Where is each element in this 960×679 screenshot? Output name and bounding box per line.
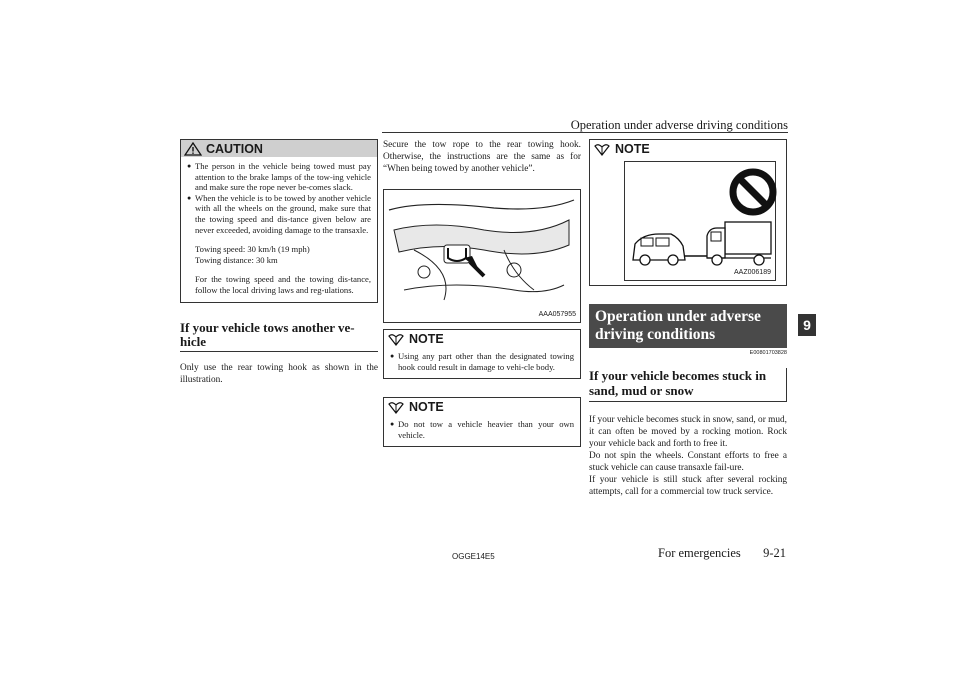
figure-label: AAA057955	[538, 311, 576, 318]
body-text: Secure the tow rope to the rear towing hook. Otherwise, the instructions are the same as for “When being towed by another vehicle”.	[383, 140, 581, 174]
towing-hook-illustration	[383, 189, 581, 323]
section-title: If your vehicle tows another ve-hicle	[180, 321, 378, 352]
figure-label: AAZ006189	[734, 269, 771, 276]
caution-item	[187, 193, 371, 235]
body-text: Only use the rear towing hook as shown in the illustration.	[180, 362, 378, 385]
footer-section: For emergencies	[658, 546, 741, 560]
footer-page-info	[658, 546, 786, 561]
towing-distance-spec: Towing distance: 30 km	[195, 254, 278, 265]
subsection-title: If your vehicle becomes stuck in sand, mud or snow	[589, 368, 787, 402]
note-box	[383, 329, 581, 379]
towing-prohibited-illustration	[624, 161, 776, 281]
note-pencil-icon	[593, 142, 611, 156]
bullet-icon: ●	[390, 352, 395, 360]
rear-underbody-drawing	[384, 190, 581, 322]
caution-header	[181, 140, 377, 157]
section-band-title: Operation under adverse driving conditions	[589, 304, 787, 348]
note-box	[383, 397, 581, 447]
caution-item	[187, 161, 371, 193]
section-code: E00801703828	[749, 350, 787, 356]
towing-speed-spec: Towing speed: 30 km/h (19 mph)	[195, 244, 310, 255]
column-2	[383, 139, 581, 447]
bullet-icon: ●	[187, 162, 192, 170]
note-header	[384, 398, 580, 415]
column-1	[180, 139, 378, 386]
bullet-icon: ●	[390, 420, 395, 429]
caution-item-text: The person in the vehicle being towed must pay attention to the brake lamps of the tow-ing vehicle and make sure the rope never be-comes slack.	[195, 161, 371, 193]
body-text: Do not spin the wheels. Constant efforts to free a stuck vehicle can cause transaxle fail-ure.	[589, 451, 787, 473]
caution-label: CAUTION	[206, 141, 263, 156]
bullet-icon: ●	[187, 193, 192, 202]
running-head: Operation under adverse driving conditions	[570, 118, 788, 132]
body-text: If your vehicle is still stuck after several rocking attempts, call for a commercial tow truck service.	[589, 475, 787, 497]
body-text: If your vehicle becomes stuck in snow, sand, or mud, it can often be moved by a rocking motion. Rock your vehicle back and forth to free it.	[589, 415, 787, 449]
page-number: 9-21	[763, 546, 786, 560]
note-item-text: Using any part other than the designated towing hook could result in damage to vehi-cle body.	[398, 351, 574, 372]
note-box	[589, 139, 787, 286]
note-pencil-icon	[387, 332, 405, 346]
caution-footnote: For the towing speed and the towing dis-tance, follow the local driving laws and reg-ulations.	[195, 274, 371, 295]
car-towing-truck-drawing	[625, 162, 787, 280]
column-3	[589, 139, 787, 498]
note-label: NOTE	[615, 141, 650, 156]
footer-code: OGGE14E5	[452, 552, 495, 561]
note-item	[390, 419, 574, 440]
note-label: NOTE	[409, 331, 444, 346]
note-item	[390, 351, 574, 372]
header-rule	[382, 132, 788, 133]
warning-triangle-icon	[184, 142, 202, 156]
chapter-tab: 9	[798, 314, 816, 336]
note-item-text: Do not tow a vehicle heavier than your own vehicle.	[398, 419, 574, 440]
note-label: NOTE	[409, 399, 444, 414]
no-symbol-icon	[733, 172, 773, 212]
caution-box	[180, 139, 378, 303]
caution-item-text: When the vehicle is to be towed by another vehicle with all the wheels on the ground, make sure that the towing speed and dis-tance given below are never exceeded, avoiding damage to the transaxle.	[195, 192, 371, 235]
note-header	[384, 330, 580, 347]
note-header	[590, 140, 786, 157]
note-pencil-icon	[387, 400, 405, 414]
